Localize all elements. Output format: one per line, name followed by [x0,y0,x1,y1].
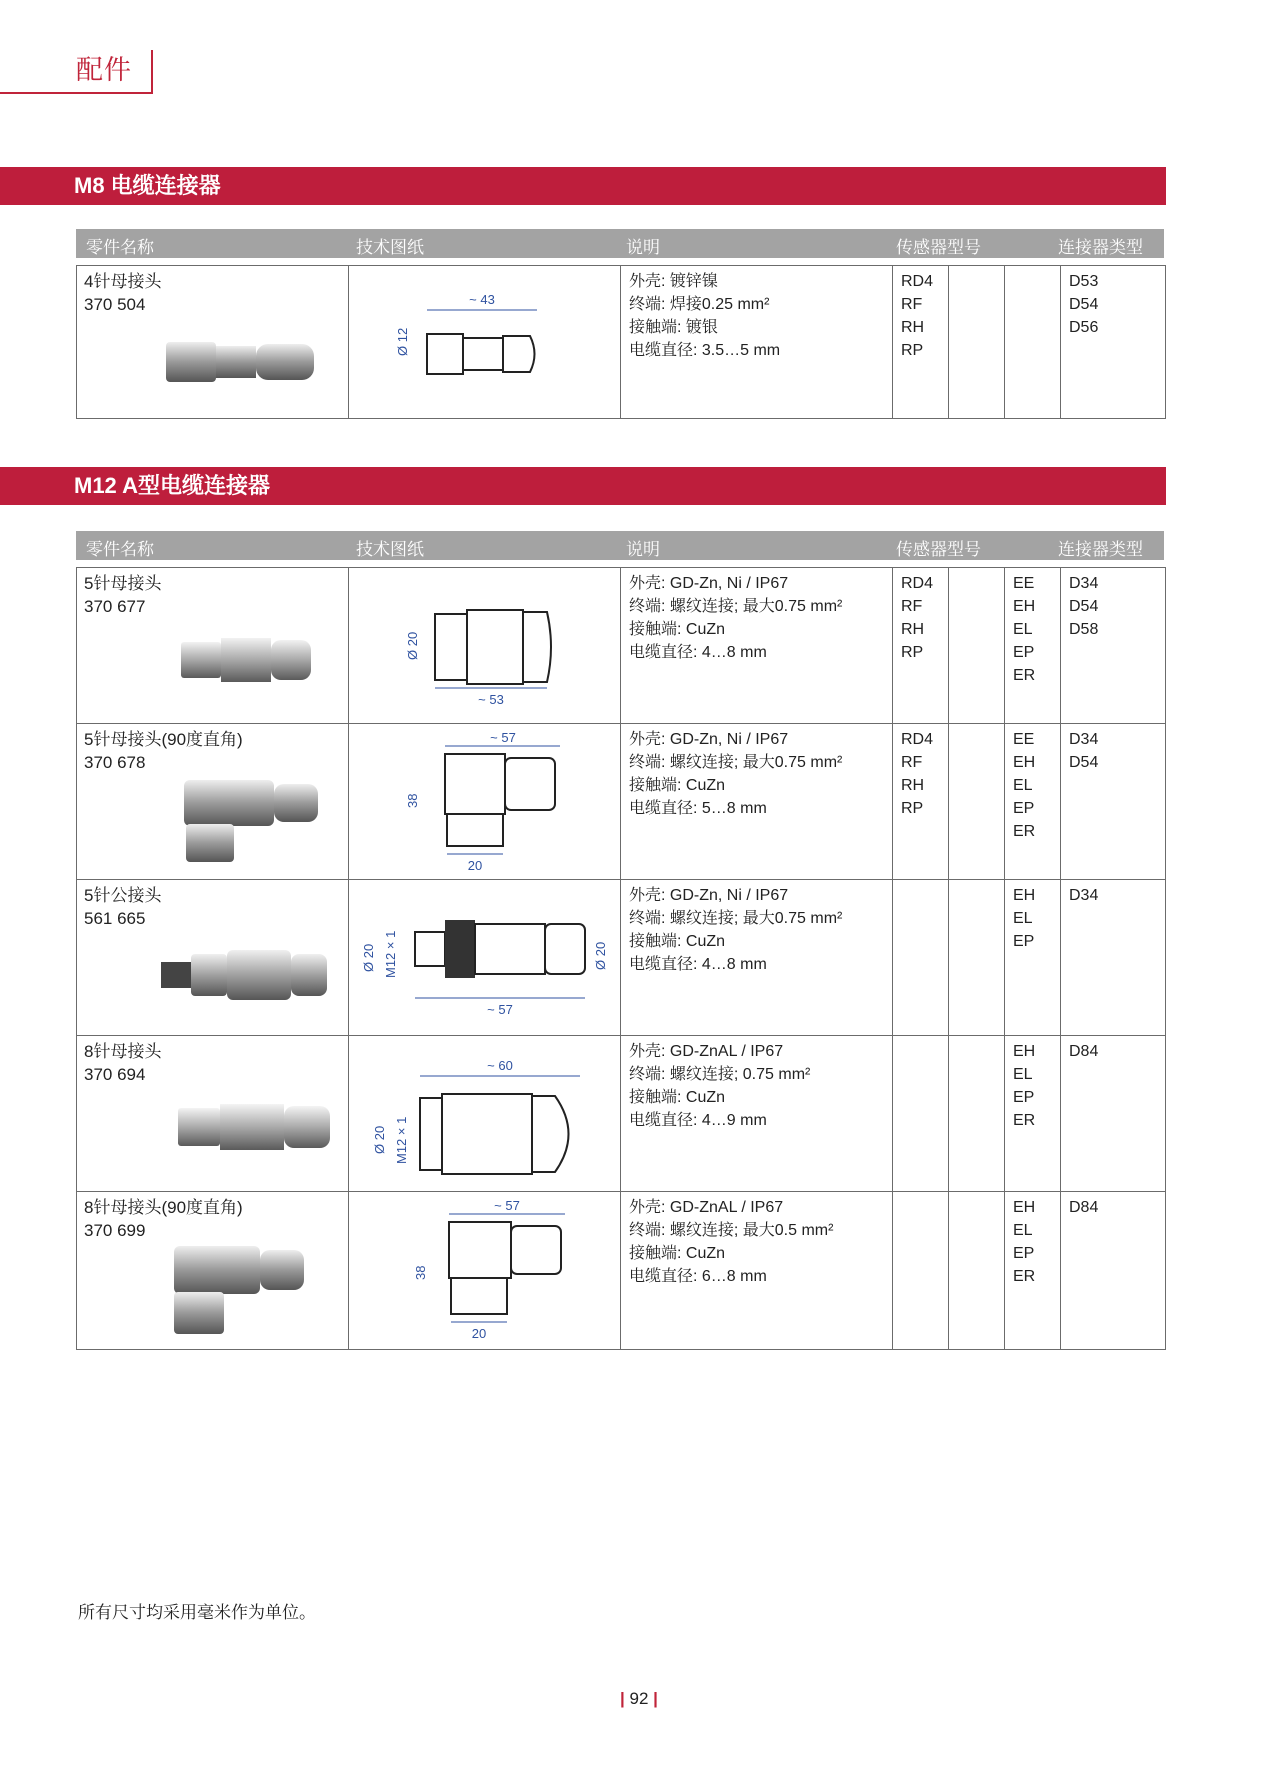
part-number: 561 665 [84,909,146,928]
desc-cable: 电缆直径: 4…9 mm [629,1112,767,1129]
sensor-cell-2 [1005,880,1061,1036]
table-row [77,724,1166,880]
product-photo-5pin-male [159,940,339,1010]
dim-diameter-left: Ø 20 [360,943,376,972]
sensor-item: EL [1013,621,1033,638]
connector-item: D84 [1069,1199,1099,1216]
sensor-item: EH [1013,598,1036,615]
page-title: 配件 [76,55,132,85]
desc-terminal: 终端: 螺纹连接; 最大0.75 mm² [629,910,843,927]
sensor-item: RH [901,621,925,638]
part-number: 370 678 [84,753,146,772]
desc-cable: 电缆直径: 4…8 mm [629,644,767,661]
description-cell [621,880,893,1036]
connector-item: D56 [1069,319,1099,336]
desc-contact: 接触端: CuZn [629,1245,726,1262]
sensor-item: ER [1013,667,1036,684]
table-row [77,1036,1166,1192]
table-m8 [76,265,1166,419]
connector-cell [1061,1036,1166,1192]
connector-cell [1061,1192,1166,1350]
part-number: 370 504 [84,295,146,314]
desc-contact: 接触端: CuZn [629,933,726,950]
empty-cell [893,1036,949,1192]
col-connector-type: 连接器类型 [1058,540,1143,559]
connector-item: D84 [1069,1043,1099,1060]
desc-housing: 外壳: GD-ZnAL / IP67 [629,1199,784,1216]
title-underline [0,92,152,94]
page-number: | 92 | [620,1689,658,1708]
desc-housing: 外壳: GD-Zn, Ni / IP67 [629,575,789,592]
connector-item: D54 [1069,296,1099,313]
sensor-item: RD4 [901,731,934,748]
description-cell [621,1036,893,1192]
sensor-item: EL [1013,1222,1033,1239]
units-note: 所有尺寸均采用毫米作为单位。 [78,1603,316,1622]
technical-drawing-m8 [385,286,585,396]
desc-housing: 外壳: GD-ZnAL / IP67 [629,1043,784,1060]
part-name: 5针母接头(90度直角) [84,730,243,749]
sensor-cell [893,266,949,419]
empty-cell [949,1192,1005,1350]
section-title-m12: M12 A型电缆连接器 [0,467,1166,505]
sensor-item: EH [1013,1043,1036,1060]
product-photo-5pin-angled [164,774,344,864]
sensor-item: EL [1013,777,1033,794]
part-cell [77,1036,349,1192]
dim-thread: M12 × 1 [393,1116,409,1164]
table-row [77,880,1166,1036]
sensor-item: ER [1013,823,1036,840]
empty-cell [949,880,1005,1036]
section-title-m8: M8 电缆连接器 [0,167,1166,205]
connector-item: D54 [1069,598,1099,615]
connector-cell [1061,880,1166,1036]
dim-width: 20 [471,1326,486,1341]
desc-housing: 外壳: 镀锌镍 [629,273,718,290]
sensor-item: EE [1013,575,1035,592]
sensor-cell-2 [1005,568,1061,724]
dim-length: ~ 57 [493,1198,520,1213]
table-row [77,266,1166,419]
dim-thread: M12 × 1 [382,930,398,978]
connector-cell [1061,266,1166,419]
dim-diameter-right: Ø 20 [592,941,608,970]
empty-cell [949,724,1005,880]
empty-cell [949,568,1005,724]
table-row [77,1192,1166,1350]
desc-contact: 接触端: CuZn [629,1089,726,1106]
part-cell [77,880,349,1036]
product-photo-5pin-female [179,628,329,688]
part-name: 4针母接头 [84,272,162,291]
empty-cell [949,1036,1005,1192]
sensor-item: RH [901,319,925,336]
part-cell [77,1192,349,1350]
table-row [77,568,1166,724]
dim-diameter: Ø 12 [394,327,410,356]
empty-cell [893,1192,949,1350]
connector-cell [1061,568,1166,724]
dim-length: ~ 60 [486,1058,513,1073]
col-part-name: 零件名称 [86,238,154,257]
connector-cell [1061,724,1166,880]
technical-drawing-561665 [355,890,615,1030]
desc-terminal: 终端: 焊接0.25 mm² [629,296,770,313]
dim-diameter: Ø 20 [371,1125,387,1154]
sensor-item: RD4 [901,575,934,592]
connector-item: D34 [1069,575,1099,592]
desc-contact: 接触端: CuZn [629,621,726,638]
desc-housing: 外壳: GD-Zn, Ni / IP67 [629,887,789,904]
desc-terminal: 终端: 螺纹连接; 最大0.5 mm² [629,1222,834,1239]
dim-height: 38 [412,1265,428,1280]
col-sensor-type: 传感器型号 [896,540,981,559]
description-cell [621,266,893,419]
sensor-item: EP [1013,1245,1035,1262]
part-number: 370 699 [84,1221,146,1240]
desc-cable: 电缆直径: 5…8 mm [629,800,767,817]
connector-item: D54 [1069,754,1099,771]
part-number: 370 694 [84,1065,146,1084]
part-name: 8针母接头(90度直角) [84,1198,243,1217]
dim-width: 20 [467,858,482,873]
sensor-item: EL [1013,910,1033,927]
sensor-item: EH [1013,1199,1036,1216]
table-header-m12 [76,531,1164,560]
desc-terminal: 终端: 螺纹连接; 最大0.75 mm² [629,754,843,771]
sensor-item: RH [901,777,925,794]
sensor-item: EL [1013,1066,1033,1083]
technical-drawing-370694 [360,1046,610,1186]
sensor-cell-2 [1005,724,1061,880]
dim-diameter: Ø 20 [404,631,420,660]
empty-cell [1005,266,1061,419]
col-description: 说明 [626,238,660,257]
sensor-item: RF [901,598,923,615]
technical-drawing-370699 [385,1196,585,1346]
page-number-value: 92 [629,1689,649,1708]
sensor-cell-2 [1005,1192,1061,1350]
sensor-item: RD4 [901,273,934,290]
product-photo-8pin-angled [168,1242,338,1338]
dim-length: ~ 53 [477,692,504,707]
desc-housing: 外壳: GD-Zn, Ni / IP67 [629,731,789,748]
description-cell [621,568,893,724]
sensor-item: RP [901,800,924,817]
col-connector-type: 连接器类型 [1058,238,1143,257]
desc-contact: 接触端: 镀银 [629,319,718,336]
drawing-cell [349,1036,621,1192]
dim-height: 38 [404,793,420,808]
desc-cable: 电缆直径: 4…8 mm [629,956,767,973]
sensor-item: RF [901,754,923,771]
drawing-cell [349,266,621,419]
sensor-item: EE [1013,731,1035,748]
sensor-item: EP [1013,800,1035,817]
dim-length: ~ 43 [468,292,495,307]
desc-terminal: 终端: 螺纹连接; 最大0.75 mm² [629,598,843,615]
col-part-name: 零件名称 [86,540,154,559]
sensor-item: RF [901,296,923,313]
part-cell [77,724,349,880]
empty-cell [949,266,1005,419]
part-cell [77,568,349,724]
desc-terminal: 终端: 螺纹连接; 0.75 mm² [629,1066,811,1083]
part-number: 370 677 [84,597,146,616]
connector-item: D34 [1069,887,1099,904]
technical-drawing-370678 [385,728,585,878]
part-name: 5针母接头 [84,574,162,593]
col-drawing: 技术图纸 [356,238,424,257]
sensor-item: EP [1013,1089,1035,1106]
table-m12 [76,567,1166,1350]
desc-cable: 电缆直径: 6…8 mm [629,1268,767,1285]
sensor-cell [893,724,949,880]
sensor-cell [893,568,949,724]
sensor-cell-2 [1005,1036,1061,1192]
desc-contact: 接触端: CuZn [629,777,726,794]
empty-cell [893,880,949,1036]
description-cell [621,1192,893,1350]
sensor-item: EP [1013,644,1035,661]
part-cell [77,266,349,419]
sensor-item: RP [901,644,924,661]
product-photo-8pin-female [176,1094,346,1160]
drawing-cell [349,568,621,724]
dim-length: ~ 57 [489,730,516,745]
connector-item: D53 [1069,273,1099,290]
sensor-item: ER [1013,1268,1036,1285]
sensor-item: ER [1013,1112,1036,1129]
drawing-cell [349,724,621,880]
part-name: 5针公接头 [84,886,162,905]
col-sensor-type: 传感器型号 [896,238,981,257]
product-photo-m8-straight [164,330,324,390]
col-description: 说明 [626,540,660,559]
sensor-item: EP [1013,933,1035,950]
drawing-cell [349,880,621,1036]
part-name: 8针母接头 [84,1042,162,1061]
desc-cable: 电缆直径: 3.5…5 mm [629,342,781,359]
title-divider [151,50,153,94]
dim-length: ~ 57 [486,1002,513,1017]
sensor-item: RP [901,342,924,359]
drawing-cell [349,1192,621,1350]
col-drawing: 技术图纸 [356,540,424,559]
sensor-item: EH [1013,887,1036,904]
technical-drawing-370677 [385,580,585,710]
table-header-m8 [76,229,1164,258]
connector-item: D34 [1069,731,1099,748]
connector-item: D58 [1069,621,1099,638]
sensor-item: EH [1013,754,1036,771]
description-cell [621,724,893,880]
